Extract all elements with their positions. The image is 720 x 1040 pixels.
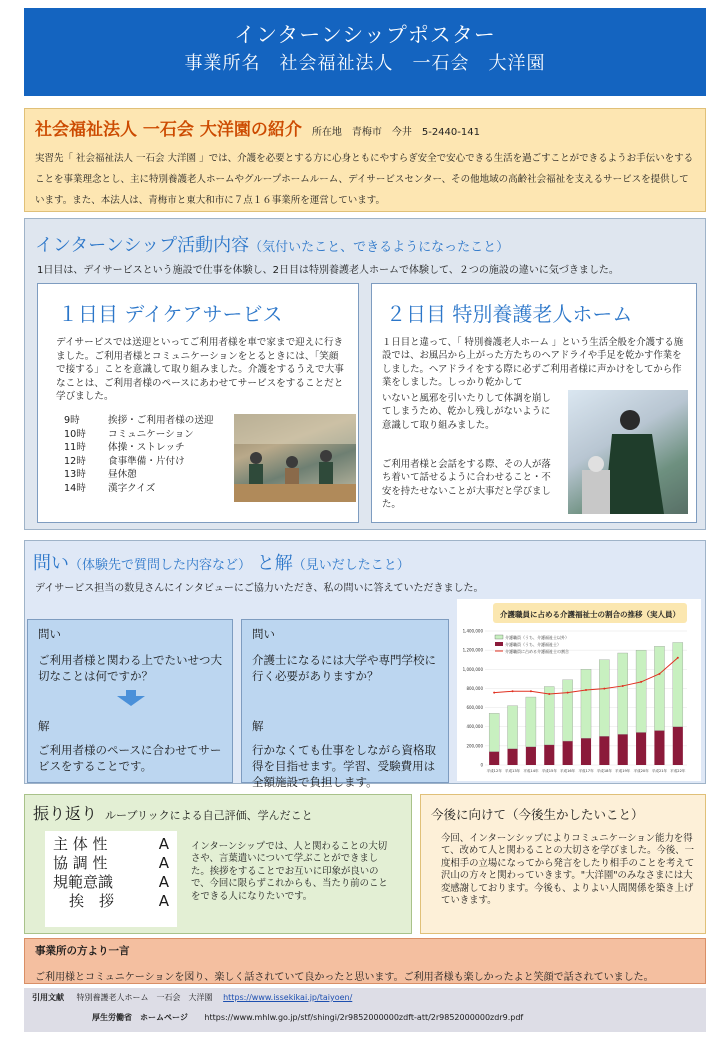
question-text: ご利用者様と関わる上でたいせつ大切なことは何ですか？: [38, 653, 222, 683]
qa-card: [241, 619, 449, 789]
answer-text: 行かなくても仕事をしながら資格取得を目指せます。学習、受験費用は全額施設で負担します。: [252, 743, 436, 789]
schedule-time: 14時: [64, 482, 86, 494]
chart-bar-series-2: [507, 706, 517, 749]
day1-photo: [234, 414, 356, 502]
rubric-item: 挨 拶: [69, 892, 115, 910]
chart-ytick-label: 1,400,000: [462, 628, 483, 634]
chart-bar-series-2: [618, 653, 628, 734]
qa-title-question: 問い: [33, 553, 69, 574]
chart-ratio-point: [530, 690, 532, 692]
chart-ratio-point: [658, 673, 660, 675]
chart-ytick-label: 800,000: [466, 685, 483, 691]
chart-ytick-label: 400,000: [466, 724, 483, 730]
schedule-time: 13時: [64, 469, 86, 480]
schedule-time: 9時: [64, 415, 80, 426]
chart-xtick-label: 平成14年: [523, 769, 539, 773]
chart-bar-series-2: [599, 660, 609, 737]
chart-ratio-point: [493, 692, 495, 694]
chart-bar-series-2: [563, 680, 573, 741]
rubric-item: 主 体 性: [53, 835, 108, 853]
reference-row-1: [32, 992, 698, 1004]
day2-text-c: ご利用者様と会話をする際、その人が落ち着いて話せるように合わせること・不安を持たせないことが大事だと学びました。: [382, 459, 551, 511]
chart-bar-series-2: [636, 650, 646, 732]
qa-title-question-sub: （体験先で質問した内容など）: [69, 558, 252, 573]
chart-bar-series-1: [507, 749, 517, 765]
schedule-task: 体操・ストレッチ: [108, 442, 185, 453]
qa-card: [27, 619, 233, 783]
rubric-row: [53, 854, 169, 873]
activity-title-row: [35, 231, 509, 257]
legend-series-1: 介護職員（うち、介護福祉士）: [505, 642, 561, 647]
reflection-title-row: [33, 801, 313, 824]
chart-bar-series-1: [618, 734, 628, 765]
chart-xtick-label: 平成17年: [578, 769, 594, 773]
chart-xtick-label: 平成15年: [541, 769, 557, 773]
chart-ratio-point: [677, 657, 679, 659]
chart-ytick-label: 600,000: [466, 705, 483, 711]
chart-ratio-point: [548, 693, 550, 695]
intro-section: [24, 108, 706, 212]
schedule-row: [64, 455, 214, 469]
references-label: 引用文献: [32, 993, 64, 1002]
chart-bars: [489, 642, 683, 765]
chart-xtick-label: 平成21年: [651, 769, 668, 773]
chart-ytick-label: 1,000,000: [462, 666, 483, 672]
chart-bar-series-2: [673, 642, 683, 726]
legend-series-2: 介護職員（うち、介護福祉士以外）: [505, 635, 569, 640]
future-title: 今後に向けて（今後生かしたいこと）: [431, 807, 644, 822]
chart-ratio-point: [567, 692, 569, 694]
chart-xtick-label: 平成22年: [670, 769, 686, 773]
poster-subtitle: 事業所名 社会福祉法人 一石会 大洋園: [184, 53, 546, 74]
reflection-text: インターンシップでは、人と関わることの大切さや、言葉遣いについて学ぶことができました。挨拶をすることでお互いに印象が良いので、今回に限らずこれからも、当たり前のことをできる人になりたいです。: [191, 841, 388, 902]
references-section: [24, 988, 706, 1032]
day2-text-a: １日目と違って、「 特別養護老人ホーム 」という生活全般を介護する施設では、お風呂から上がった方たちのヘアドライや手足を乾かす作業をしました。ヘアドライをする際に必ずご利用者様に声かけをしてから作業をしました。しっかり乾かして: [382, 337, 684, 389]
day1-photo-figures: [234, 414, 356, 502]
qa-lead: デイサービス担当の数見さんにインタビューにご協力いただき、私の問いに答えていただきました。: [35, 583, 484, 594]
qa-title-row: [33, 549, 410, 575]
chart-bar-series-1: [654, 731, 664, 765]
schedule-row: [64, 441, 214, 455]
intro-title: 社会福祉法人 一石会 大洋園の紹介: [35, 120, 302, 140]
qa-title-answer-sub: （見いだしたこと）: [292, 558, 410, 573]
chart-bar-series-1: [489, 752, 499, 765]
message-text: ご利用様とコミュニケーションを図り、楽しく話されていて良かったと思います。ご利用者様も楽しかったよと笑顔で話されていました。: [35, 972, 654, 983]
question-label: 問い: [252, 627, 275, 641]
schedule-task: 食事準備・片付け: [108, 455, 185, 467]
legend-series-3: 介護職員に占める介護福祉士の割合: [505, 649, 569, 654]
reference-link-1[interactable]: https://www.issekikai.jp/taiyoen/: [223, 993, 353, 1002]
rubric-row: [53, 873, 169, 892]
rubric-table: [45, 831, 177, 927]
chart-bar-series-2: [581, 669, 591, 738]
chart-bar-series-1: [526, 747, 536, 765]
rubric-row: [53, 892, 169, 911]
question-text: 介護士になるには大学や専門学校に行く必要がありますか？: [252, 653, 436, 683]
reference-link-2[interactable]: https://www.mhlw.go.jp/stf/shingi/2r9852000000zdft-att/2r9852000000zdr9.pdf: [204, 1013, 524, 1022]
day2-panel: [371, 283, 697, 523]
schedule-row: [64, 482, 214, 496]
day2-title: ２日目 特別養護老人ホーム: [386, 302, 633, 326]
chart-xtick-label: 平成13年: [504, 769, 521, 773]
chart-bar-series-2: [526, 697, 536, 747]
day1-text: デイサービスでは送迎といってご利用者様を車で家まで迎えに行きました。ご利用者様とコミュニケーションをとるときには、「笑顔で接する」ことを意識して取り組みました。介護をするうえで大事なことは、ご利用者様のペースにあわせてサービスをすることだと学びました。: [56, 337, 344, 402]
reference-source-1: 特別養護老人ホーム 一石会 大洋園: [76, 993, 213, 1002]
future-section: [420, 794, 706, 934]
qa-section: [24, 540, 706, 789]
schedule-row: [64, 468, 214, 482]
activity-subtitle: （気付いたこと、できるようになったこと）: [249, 240, 510, 255]
chart-bar-series-1: [599, 736, 609, 765]
schedule-time: 10時: [64, 428, 86, 440]
activity-title: インターンシップ活動内容: [35, 235, 250, 256]
chart-ytick-label: 1,200,000: [462, 647, 483, 653]
chart-xtick-label: 平成16年: [559, 769, 576, 773]
qa-title-and: と解: [256, 553, 293, 574]
reflection-subtitle: ルーブリックによる自己評価、学んだこと: [105, 809, 313, 822]
reflection-title: 振り返り: [33, 804, 98, 823]
schedule-task: 昼休憩: [108, 469, 137, 480]
answer-text: ご利用者様のペースに合わせてサービスをすることです。: [38, 743, 222, 773]
rubric-row: [53, 835, 169, 854]
rubric-grade: A: [158, 854, 169, 872]
schedule-task: コミュニケーション: [108, 428, 194, 440]
chart-bar-series-2: [654, 646, 664, 730]
answer-label: 解: [252, 719, 264, 733]
chart-bar-series-1: [636, 732, 646, 765]
question-label: 問い: [38, 627, 61, 641]
chart-ytick-label: 200,000: [466, 743, 483, 749]
arrow-head-icon: [117, 696, 145, 706]
answer-label: 解: [38, 719, 50, 733]
chart-bar-series-1: [563, 741, 573, 765]
schedule-row: [64, 414, 214, 428]
message-title: 事業所の方より一言: [35, 945, 130, 957]
message-section: [24, 938, 706, 984]
poster-header: [24, 8, 706, 96]
reference-row-2: [92, 1012, 698, 1023]
rubric-grade: A: [158, 873, 169, 891]
intro-body: 実習先「 社会福祉法人 一石会 大洋園 」では、介護を必要とする方に心身ともにやすらぎ安全で安心できる生活を過ごすことができるようお手伝いをすることを事業理念とし、主に特別養護老人ホームやグループホームルーム、デイサービスセンター、その他地域の高齢社会福祉を支えるサービスを提供しています。また、本法人は、青梅市と東大和市に７点１６事業所を運営しています。: [35, 153, 694, 206]
schedule-row: [64, 428, 214, 442]
day2-text-b: いないと風邪を引いたりして体調を崩してしまうため、乾かし残しがないように意識して取り組みました。: [382, 393, 551, 431]
intro-title-row: [35, 115, 695, 140]
schedule-task: 挨拶・ご利用者様の送迎: [108, 415, 214, 426]
chart-bar-series-2: [544, 687, 554, 745]
chart-ratio-point: [622, 685, 624, 687]
care-worker-chart: [457, 599, 701, 781]
reference-source-2: 厚生労働省 ホームページ: [92, 1013, 188, 1022]
day1-panel: [37, 283, 359, 523]
schedule-time: 11時: [64, 442, 86, 453]
reflection-section: [24, 794, 412, 934]
poster-title: インターンシップポスター: [234, 23, 496, 47]
chart-svg: [457, 599, 701, 781]
chart-legend: [495, 634, 569, 654]
day1-title: １日目 デイケアサービス: [58, 302, 283, 326]
chart-xtick-label: 平成18年: [596, 769, 613, 773]
chart-bar-series-1: [673, 727, 683, 765]
intro-location: 所在地 青梅市 今井 5-2440-141: [311, 127, 480, 138]
schedule-task: 漢字クイズ: [108, 482, 156, 494]
chart-title: 介護職員に占める介護福祉士の割合の推移（実人員）: [500, 610, 680, 619]
chart-ytick-label: 0: [480, 762, 483, 768]
chart-xtick-label: 平成19年: [615, 769, 631, 773]
chart-xtick-label: 平成20年: [633, 769, 649, 773]
rubric-grade: A: [158, 892, 169, 910]
chart-bar-series-1: [581, 738, 591, 765]
day2-photo: [568, 390, 688, 514]
future-text: 今回、インターンシップによりコミュニケーション能力を得て、改めて人と関わることの大切さを学びました。今後、一度相手の立場になってから発言をしたり相手のことを考えて沢山の方々と関わっていきます。"大洋園"のみなさまには大変感謝しております。今後も、よりよい人間関係を築き上げていきます。: [441, 833, 695, 907]
chart-ratio-point: [603, 688, 605, 690]
rubric-item: 規範意識: [53, 873, 114, 891]
rubric-grade: A: [158, 835, 169, 853]
activity-section: [24, 218, 706, 530]
chart-bar-series-2: [489, 713, 499, 751]
day2-photo-figures: [568, 390, 688, 514]
rubric-item: 協 調 性: [53, 854, 108, 872]
chart-bar-series-1: [544, 745, 554, 765]
chart-ratio-point: [512, 690, 514, 692]
activity-lead: 1日目は、デイサービスという施設で仕事を体験し、2日目は特別養護老人ホームで体験して、２つの施設の違いに気づきました。: [37, 265, 619, 276]
chart-xtick-label: 平成12年: [486, 769, 502, 773]
schedule-time: 12時: [64, 455, 86, 467]
chart-ratio-point: [585, 689, 587, 691]
day1-schedule: [64, 414, 214, 495]
chart-ratio-point: [640, 681, 642, 683]
